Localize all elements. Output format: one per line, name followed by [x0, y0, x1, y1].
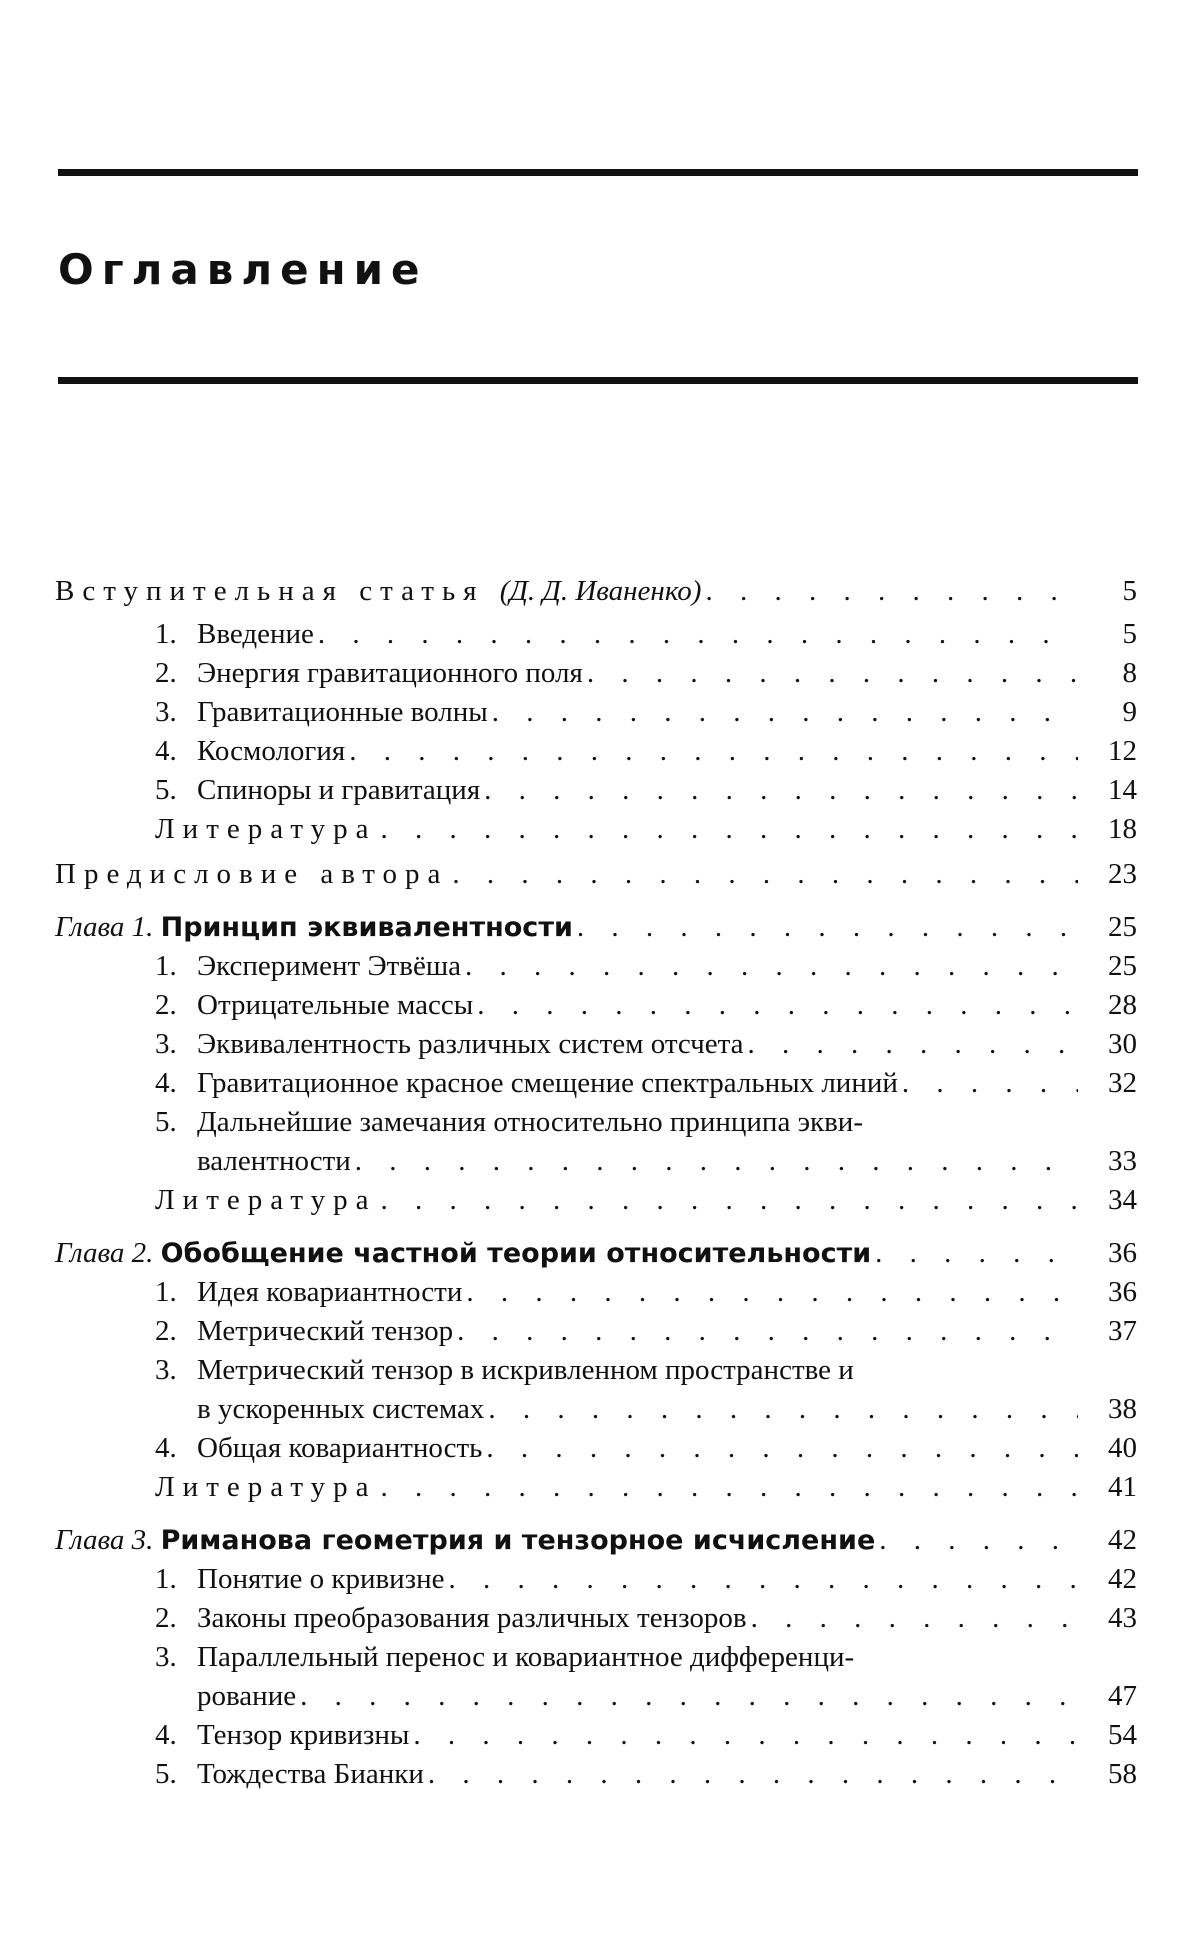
- dot-leader: [879, 1521, 1078, 1560]
- top-rule: [58, 169, 1138, 176]
- chapter-title: Риманова геометрия и тензорное исчисление: [160, 1525, 876, 1556]
- dot-leader: [318, 615, 1078, 654]
- page-number: 25: [1108, 950, 1137, 982]
- chapter-title: Обобщение частной теории относительности: [160, 1238, 872, 1269]
- section-title: Отрицательные массы: [197, 989, 474, 1021]
- section-title: Литература: [155, 1184, 377, 1216]
- page-number: 8: [1122, 657, 1137, 689]
- section-number: 3.: [155, 1354, 177, 1386]
- dot-leader: [466, 1273, 1078, 1312]
- section-number: 3.: [155, 1028, 177, 1060]
- title-rule: [58, 377, 1138, 384]
- toc-entry-preface: [55, 855, 1137, 894]
- page-number: 23: [1108, 858, 1137, 890]
- section-title: Общая ковариантность: [197, 1432, 483, 1464]
- toc-chapter-3: [55, 1521, 1137, 1560]
- page-number: 42: [1108, 1563, 1137, 1595]
- dot-leader: [355, 1142, 1078, 1181]
- section-number: 2.: [155, 1602, 177, 1634]
- section-title: Введение: [197, 618, 314, 650]
- page-number: 36: [1108, 1276, 1137, 1308]
- section-title: Метрический тензор: [197, 1315, 454, 1347]
- chapter-label: Глава 1.: [55, 911, 154, 943]
- section-number: 5.: [155, 1106, 177, 1138]
- table-of-contents: [55, 572, 1137, 1794]
- toc-chapter-2: [55, 1234, 1137, 1273]
- dot-leader: [452, 855, 1078, 894]
- page-number: 14: [1108, 774, 1137, 806]
- toc-entry-intro: [55, 572, 1137, 611]
- section-title-line1: Параллельный перенос и ковариантное дифференци-: [197, 1641, 855, 1673]
- dot-leader: [300, 1677, 1078, 1716]
- section-title-line1: Метрический тензор в искривленном пространстве и: [197, 1354, 854, 1386]
- dot-leader: [413, 1716, 1078, 1755]
- toc-section: [55, 947, 1137, 986]
- page-number: 33: [1108, 1145, 1137, 1177]
- page-number: 28: [1108, 989, 1137, 1021]
- section-title: Идея ковариантности: [197, 1276, 463, 1308]
- section-number: 5.: [155, 774, 177, 806]
- section-number: 4.: [155, 1719, 177, 1751]
- chapter-label: Глава 3.: [55, 1524, 154, 1556]
- toc-section: [55, 693, 1137, 732]
- page-number: 34: [1108, 1184, 1137, 1216]
- dot-leader: [381, 1181, 1078, 1220]
- toc-section: [55, 732, 1137, 771]
- dot-leader: [492, 693, 1078, 732]
- toc-section: [55, 1312, 1137, 1351]
- section-number: 4.: [155, 1067, 177, 1099]
- section-title: Понятие о кривизне: [197, 1563, 445, 1595]
- section-title: Гравитационное красное смещение спектральных линий: [197, 1067, 898, 1099]
- section-number: 2.: [155, 989, 177, 1021]
- page-number: 18: [1108, 813, 1137, 845]
- intro-label: Вступительная статья: [55, 575, 485, 607]
- page-number: 25: [1108, 911, 1137, 943]
- page-number: 41: [1108, 1471, 1137, 1503]
- dot-leader: [902, 1064, 1078, 1103]
- section-number: 1.: [155, 1563, 177, 1595]
- section-title: Тензор кривизны: [197, 1719, 410, 1751]
- toc-section: [55, 1025, 1137, 1064]
- page-number: 42: [1108, 1524, 1137, 1556]
- page-number: 5: [1122, 575, 1137, 607]
- page-number: 58: [1108, 1758, 1137, 1790]
- toc-section-multiline: [55, 1638, 1137, 1716]
- toc-chapter-1: [55, 908, 1137, 947]
- section-title: Спиноры и гравитация: [197, 774, 481, 806]
- toc-section-multiline: [55, 1351, 1137, 1429]
- page-number: 12: [1108, 735, 1137, 767]
- toc-section-multiline: [55, 1103, 1137, 1181]
- section-title: Эксперимент Этвёша: [197, 950, 462, 982]
- section-title: Литература: [155, 813, 377, 845]
- section-number: 1.: [155, 950, 177, 982]
- section-number: 2.: [155, 657, 177, 689]
- page-number: 43: [1108, 1602, 1137, 1634]
- preface-title: Предисловие автора: [55, 858, 449, 890]
- page-number: 32: [1108, 1067, 1137, 1099]
- section-title-line2: рование: [197, 1680, 297, 1712]
- section-title-line2: в ускоренных системах: [197, 1393, 485, 1425]
- dot-leader: [465, 947, 1078, 986]
- dot-leader: [705, 572, 1078, 611]
- section-number: 3.: [155, 696, 177, 728]
- toc-section-literature: [55, 810, 1137, 849]
- dot-leader: [349, 732, 1078, 771]
- dot-leader: [381, 810, 1078, 849]
- dot-leader: [486, 1429, 1078, 1468]
- toc-section-literature: [55, 1181, 1137, 1220]
- dot-leader: [875, 1234, 1078, 1273]
- section-title: Энергия гравитационного поля: [197, 657, 583, 689]
- page-number: 40: [1108, 1432, 1137, 1464]
- chapter-label: Глава 2.: [55, 1237, 154, 1269]
- section-number: 4.: [155, 735, 177, 767]
- dot-leader: [751, 1599, 1078, 1638]
- page-number: 30: [1108, 1028, 1137, 1060]
- page-number: 37: [1108, 1315, 1137, 1347]
- section-title: Литература: [155, 1471, 377, 1503]
- page-number: 38: [1108, 1393, 1137, 1425]
- page-number: 5: [1122, 618, 1137, 650]
- page-title: Оглавление: [58, 245, 428, 294]
- toc-section: [55, 771, 1137, 810]
- chapter-title: Принцип эквивалентности: [160, 912, 573, 943]
- dot-leader: [484, 771, 1078, 810]
- dot-leader: [587, 654, 1078, 693]
- dot-leader: [577, 908, 1078, 947]
- dot-leader: [449, 1560, 1078, 1599]
- toc-section: [55, 986, 1137, 1025]
- section-title-line2: валентности: [197, 1145, 351, 1177]
- section-title: Гравитационные волны: [197, 696, 488, 728]
- dot-leader: [428, 1755, 1078, 1794]
- section-title: Законы преобразования различных тензоров: [197, 1602, 747, 1634]
- dot-leader: [381, 1468, 1078, 1507]
- toc-section: [55, 1064, 1137, 1103]
- toc-section: [55, 1716, 1137, 1755]
- section-number: 1.: [155, 1276, 177, 1308]
- toc-section: [55, 615, 1137, 654]
- toc-section: [55, 654, 1137, 693]
- intro-author: (Д. Д. Иваненко): [499, 575, 702, 607]
- section-number: 2.: [155, 1315, 177, 1347]
- toc-section: [55, 1560, 1137, 1599]
- section-number: 1.: [155, 618, 177, 650]
- toc-section: [55, 1755, 1137, 1794]
- section-title-line1: Дальнейшие замечания относительно принципа экви-: [197, 1106, 863, 1138]
- page-number: 36: [1108, 1237, 1137, 1269]
- section-title: Космология: [197, 735, 346, 767]
- page-number: 47: [1108, 1680, 1137, 1712]
- dot-leader: [488, 1390, 1078, 1429]
- toc-section: [55, 1599, 1137, 1638]
- toc-section-literature: [55, 1468, 1137, 1507]
- page-number: 9: [1122, 696, 1137, 728]
- section-number: 3.: [155, 1641, 177, 1673]
- page-number: 54: [1108, 1719, 1137, 1751]
- section-number: 4.: [155, 1432, 177, 1464]
- dot-leader: [748, 1025, 1078, 1064]
- toc-section: [55, 1273, 1137, 1312]
- section-title: Эквивалентность различных систем отсчета: [197, 1028, 744, 1060]
- toc-section: [55, 1429, 1137, 1468]
- section-number: 5.: [155, 1758, 177, 1790]
- dot-leader: [457, 1312, 1078, 1351]
- dot-leader: [477, 986, 1078, 1025]
- section-title: Тождества Бианки: [197, 1758, 424, 1790]
